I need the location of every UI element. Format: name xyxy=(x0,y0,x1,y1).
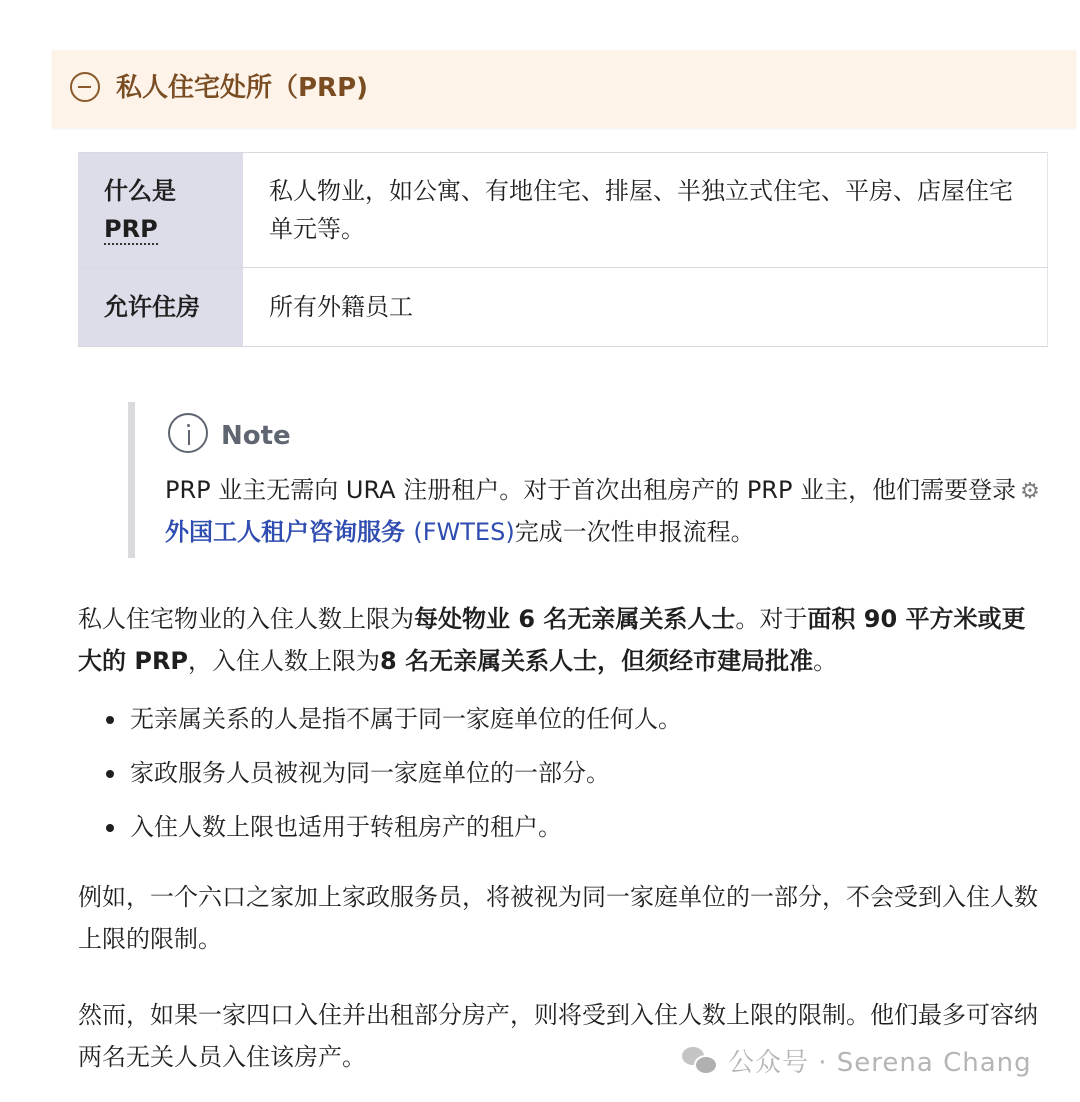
section-header[interactable] xyxy=(52,50,1076,128)
wechat-icon xyxy=(682,1045,718,1075)
fwtes-link[interactable] xyxy=(165,518,515,546)
table-row xyxy=(78,153,1048,268)
row-header xyxy=(78,153,243,268)
rules-text: 。 xyxy=(813,647,838,675)
row-value: 私人物业，如公寓、有地住宅、排屋、半独立式住宅、平房、店屋住宅单元等。 xyxy=(243,153,1048,268)
list-item: 入住人数上限也适用于转租房产的租户。 xyxy=(78,804,682,858)
watermark xyxy=(682,1040,1032,1080)
section-title: 私人住宅处所（PRP) xyxy=(116,73,369,103)
occupancy-rules-paragraph xyxy=(78,598,1048,682)
row-header: 允许住房 xyxy=(78,268,243,347)
rules-text: 私人住宅物业的入住人数上限为 xyxy=(78,605,414,633)
rules-text: 。对于 xyxy=(735,605,808,633)
rules-bold: 面积 90 平方米或更大的 PRP xyxy=(78,605,1026,675)
fwtes-link-text[interactable]: 外国工人租户咨询服务 xyxy=(165,518,405,546)
fwtes-link-abbr[interactable]: (FWTES) xyxy=(413,518,515,546)
note-text: PRP 业主无需向 URA 注册租户。对于首次出租房产的 PRP 业主，他们需要登录 xyxy=(165,476,1017,504)
watermark-text: 公众号 · Serena Chang xyxy=(728,1047,1032,1078)
prp-abbreviation[interactable]: PRP xyxy=(104,215,158,243)
bullet-list xyxy=(78,696,682,858)
info-icon xyxy=(168,413,208,453)
collapse-icon[interactable] xyxy=(70,72,100,102)
note-text-end: 完成一次性申报流程。 xyxy=(514,518,755,546)
list-item: 家政服务人员被视为同一家庭单位的一部分。 xyxy=(78,750,682,804)
row-header-label: 什么是 xyxy=(104,177,176,205)
row-value: 所有外籍员工 xyxy=(243,268,1048,347)
example-paragraph: 例如，一个六口之家加上家政服务员，将被视为同一家庭单位的一部分，不会受到入住人数上限的限制。 xyxy=(78,883,1038,953)
prp-info-table xyxy=(78,152,1048,347)
rules-bold: 8 名无亲属关系人士，但须经市建局批准 xyxy=(380,647,814,675)
rules-text: ，入住人数上限为 xyxy=(188,647,381,675)
gear-icon: ⚙ xyxy=(1020,479,1040,504)
note-title: Note xyxy=(221,421,291,451)
table-row xyxy=(78,268,1048,347)
list-item: 无亲属关系的人是指不属于同一家庭单位的任何人。 xyxy=(78,696,682,750)
note-body xyxy=(165,470,1045,552)
rules-bold: 每处物业 6 名无亲属关系人士 xyxy=(414,605,736,633)
example-paragraph: 然而，如果一家四口入住并出租部分房产，则将受到入住人数上限的限制。他们最多可容纳两名无关人员入住该房产。 xyxy=(78,1001,1038,1071)
note-border xyxy=(128,402,135,558)
